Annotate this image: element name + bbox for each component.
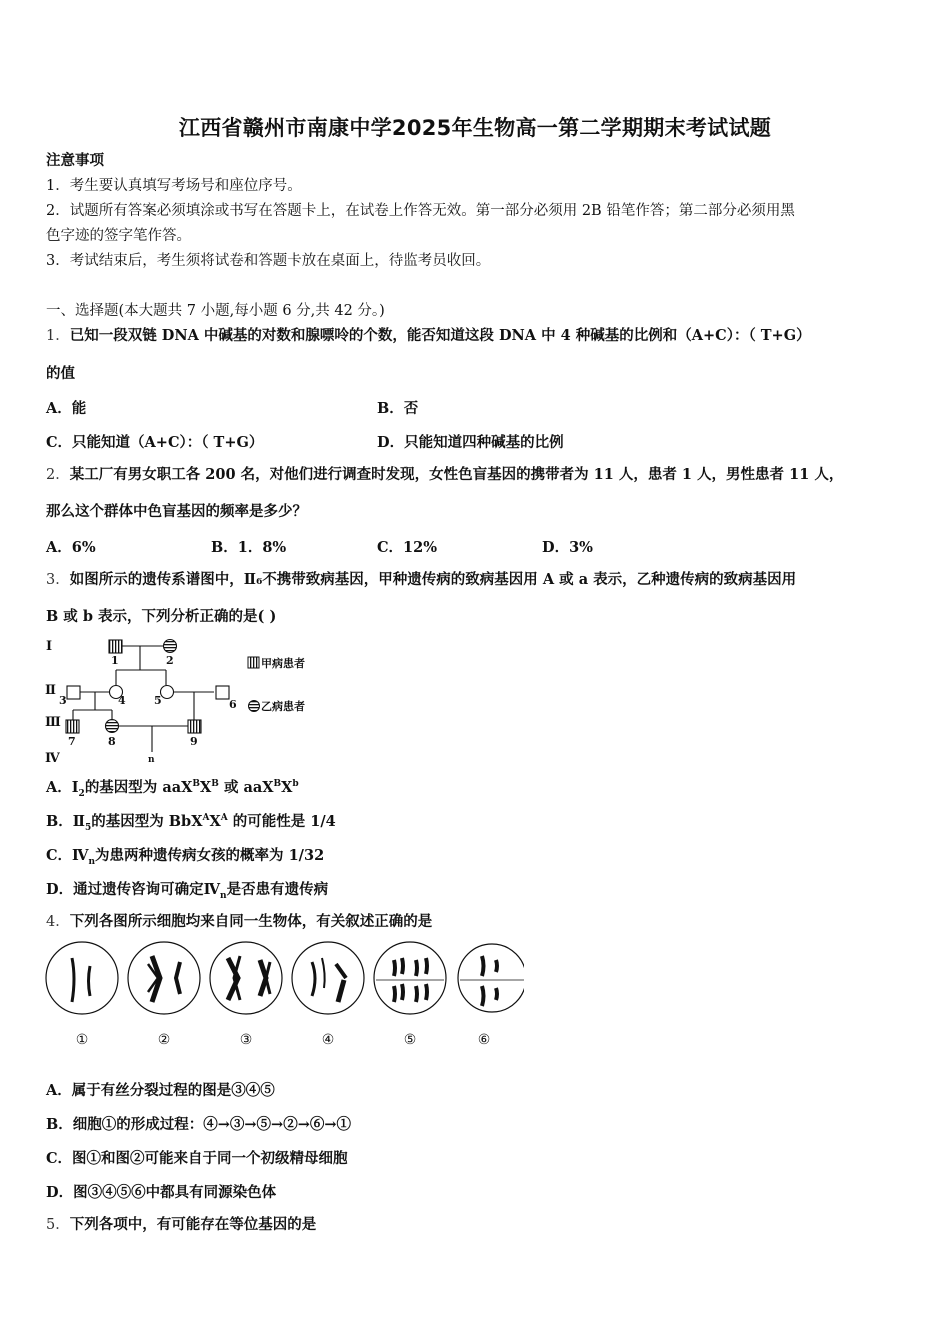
subscript: n (220, 890, 227, 901)
gen-label-4: Ⅳ (45, 751, 60, 766)
question-stem: 某工厂有男女职工各 200 名，对他们进行调查时发现，女性色盲基因的携带者为 11 人，患者 1 人，男性患者 11 人， (69, 466, 844, 483)
individual-I2 (164, 640, 177, 653)
pedigree-diagram (40, 632, 330, 768)
option-a[interactable]: A．属于有丝分裂过程的图是③④⑤ (46, 1082, 275, 1099)
legend-jia-symbol (248, 657, 259, 668)
cell-division-figure (44, 940, 524, 1052)
individual-II3 (67, 686, 80, 699)
legend-jia-label: 甲病患者 (261, 657, 305, 670)
option-text: C．Ⅳ (46, 847, 89, 864)
question-3 (46, 570, 796, 590)
cell-label: ① (75, 1032, 89, 1048)
id-label: 2 (166, 654, 174, 667)
gen-label-3: Ⅲ (45, 715, 61, 730)
question-stem: 下列各图所示细胞均来自同一生物体，有关叙述正确的是 (69, 913, 433, 930)
question-stem-cont: 的值 (46, 365, 75, 382)
option-d[interactable]: D．3% (542, 539, 593, 556)
option-c[interactable]: C．图①和图②可能来自于同一个初级精母细胞 (46, 1150, 348, 1167)
option-text: 是否患有遗传病 (226, 881, 329, 898)
cell-6-membrane (458, 944, 524, 1012)
cell-label: ③ (239, 1032, 253, 1048)
page-title: 江西省赣州市南康中学2025年生物高一第二学期期末考试试题 (178, 116, 772, 140)
superscript: B (273, 779, 282, 790)
option-b[interactable]: B．否 (377, 400, 419, 417)
notice-item: 3．考试结束后，考生须将试卷和答题卡放在桌面上，待监考员收回。 (46, 253, 491, 269)
id-label: 7 (68, 735, 76, 748)
superscript: B (211, 779, 219, 790)
id-label: 1 (111, 654, 119, 667)
id-label: n (148, 755, 155, 765)
cell-label: ② (157, 1032, 171, 1048)
superscript: A (202, 813, 210, 824)
cell-5-membrane (374, 942, 446, 1014)
option-text: X (281, 779, 293, 796)
option-d[interactable]: D．只能知道四种碱基的比例 (377, 434, 564, 451)
section-heading: 一、选择题(本大题共 7 小题,每小题 6 分,共 42 分。) (46, 303, 385, 319)
notice-item: 2．试题所有答案必须填涂或书写在答题卡上，在试卷上作答无效。第一部分必须用 2B 铅笔作答；第二部分必须用黑 (46, 203, 795, 219)
legend-yi-symbol (249, 701, 260, 712)
notice-item: 色字迹的签字笔作答。 (46, 228, 191, 244)
option-text: B．Ⅱ (46, 813, 85, 830)
subscript: 2 (78, 788, 85, 799)
option-d[interactable]: D．图③④⑤⑥中都具有同源染色体 (46, 1184, 277, 1201)
option-text: X (209, 813, 221, 830)
id-label: 6 (229, 698, 237, 711)
cell-4-membrane (292, 942, 364, 1014)
question-stem-cont: 那么这个群体中色盲基因的频率是多少？ (46, 503, 307, 520)
option-text: D．通过遗传咨询可确定Ⅳ (46, 881, 221, 898)
question-number: 4． (46, 914, 70, 930)
superscript: b (292, 779, 299, 790)
individual-II5 (161, 686, 174, 699)
id-label: 4 (118, 694, 126, 707)
question-stem: 已知一段双链 DNA 中碱基的对数和腺嘌呤的个数，能否知道这段 DNA 中 4 种碱基的比例和（A+C）：（ T+G） (69, 327, 811, 344)
option-text: A．Ⅰ (46, 779, 79, 796)
option-c[interactable]: C．12% (377, 539, 437, 556)
option-text: 为患两种遗传病女孩的概率为 1/32 (95, 847, 325, 864)
option-text: 的基因型为 BbX (91, 813, 203, 830)
individual-III9 (188, 720, 201, 733)
option-c[interactable]: C．只能知道（A+C）：（ T+G） (46, 434, 264, 451)
gen-label-1: I (46, 639, 53, 654)
question-1 (46, 326, 811, 346)
option-text: 或 aaX (218, 779, 274, 796)
question-5 (46, 1215, 316, 1235)
option-a[interactable]: A．能 (46, 400, 87, 417)
option-b[interactable] (46, 810, 336, 833)
option-b[interactable]: B．1．8% (211, 539, 287, 556)
question-stem-cont: B 或 b 表示，下列分析正确的是( ) (46, 608, 277, 625)
cell-3-membrane (210, 942, 282, 1014)
subscript: n (88, 856, 96, 867)
notice-item: 1．考生要认真填写考场号和座位序号。 (46, 178, 302, 194)
superscript: A (220, 813, 228, 824)
option-text: 的可能性是 1/4 (227, 813, 336, 830)
gen-label-2: Ⅱ (45, 683, 56, 698)
cell-1-membrane (46, 942, 118, 1014)
question-stem: 如图所示的遗传系谱图中，Ⅱ₆不携带致病基因，甲种遗传病的致病基因用 A 或 a 表示，乙种遗传病的致病基因用 (69, 571, 797, 588)
option-text: X (200, 779, 212, 796)
question-number: 2． (46, 467, 70, 483)
option-d[interactable] (46, 878, 328, 901)
id-label: 8 (108, 735, 116, 748)
individual-III8 (106, 720, 119, 733)
id-label: 9 (190, 735, 198, 748)
question-number: 3． (46, 572, 70, 588)
question-number: 5． (46, 1217, 70, 1233)
individual-II6 (216, 686, 229, 699)
option-c[interactable] (46, 844, 324, 867)
notice-heading: 注意事项 (46, 152, 104, 169)
id-label: 5 (154, 694, 162, 707)
cell-label: ⑥ (477, 1032, 491, 1048)
individual-III7 (66, 720, 79, 733)
option-a[interactable] (46, 776, 299, 799)
cell-label: ④ (321, 1032, 335, 1048)
question-number: 1． (46, 328, 70, 344)
subscript: 5 (84, 822, 92, 833)
legend-yi-label: 乙病患者 (261, 700, 305, 713)
individual-I1 (109, 640, 122, 653)
option-a[interactable]: A．6% (46, 539, 96, 556)
id-label: 3 (59, 694, 67, 707)
question-stem: 下列各项中，有可能存在等位基因的是 (69, 1216, 317, 1233)
superscript: B (192, 779, 201, 790)
option-text: 的基因型为 aaX (84, 779, 193, 796)
option-b[interactable]: B．细胞①的形成过程：④→③→⑤→②→⑥→① (46, 1116, 352, 1133)
cell-2-membrane (128, 942, 200, 1014)
question-4 (46, 912, 432, 932)
question-2 (46, 465, 843, 485)
cell-label: ⑤ (403, 1032, 417, 1048)
